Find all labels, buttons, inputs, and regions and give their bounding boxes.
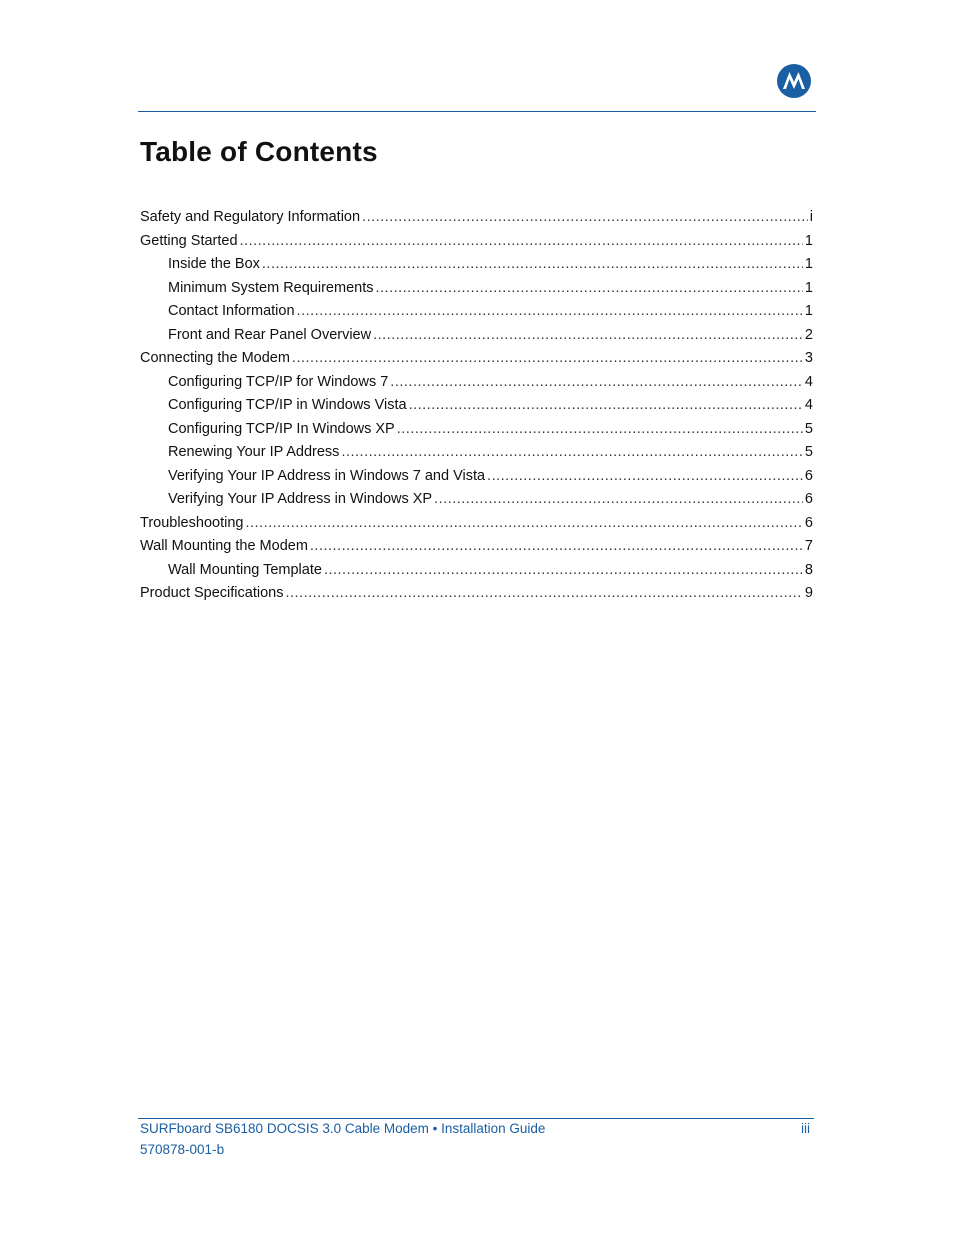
toc-entry-page: 1: [804, 232, 813, 249]
toc-entry-page: 3: [804, 350, 813, 366]
toc-entry-label: Contact Information: [168, 303, 295, 319]
toc-dot-leader: [245, 512, 802, 536]
toc-dot-leader: [297, 300, 803, 324]
footer-document-title: SURFboard SB6180 DOCSIS 3.0 Cable Modem • Installation Guide: [140, 1121, 546, 1136]
toc-dot-leader: [362, 206, 808, 230]
toc-entry-page: 8: [804, 561, 813, 578]
footer-rule: [138, 1118, 814, 1119]
toc-entry-page: 1: [804, 279, 813, 296]
toc-dot-leader: [373, 324, 803, 348]
toc-entry-label: Inside the Box: [168, 256, 260, 272]
toc-entry-label: Configuring TCP/IP in Windows Vista: [168, 397, 407, 413]
toc-entry[interactable]: [140, 371, 813, 395]
toc-entry[interactable]: [140, 253, 813, 277]
toc-entry-page: 1: [804, 303, 813, 319]
toc-dot-leader: [240, 230, 803, 254]
toc-entry-page: 6: [804, 467, 813, 484]
toc-entry-page: 4: [804, 373, 813, 390]
toc-entry-label: Product Specifications: [140, 585, 284, 601]
toc-entry-label: Renewing Your IP Address: [168, 444, 340, 460]
toc-entry-label: Minimum System Requirements: [168, 279, 374, 296]
motorola-logo-icon: [777, 64, 811, 98]
toc-dot-leader: [324, 559, 803, 583]
toc-entry[interactable]: [140, 394, 813, 418]
toc-entry-label: Troubleshooting: [140, 514, 244, 531]
toc-entry-label: Safety and Regulatory Information: [140, 209, 361, 225]
page-title: Table of Contents: [140, 136, 378, 167]
toc-entry-label: Configuring TCP/IP for Windows 7: [168, 373, 389, 390]
toc-entry-label: Wall Mounting Template: [168, 561, 322, 578]
toc-entry-label: Configuring TCP/IP In Windows XP: [168, 420, 395, 437]
toc-entry[interactable]: [140, 465, 813, 489]
toc-entry[interactable]: [140, 230, 813, 254]
toc-entry[interactable]: [140, 300, 813, 324]
toc-dot-leader: [262, 253, 803, 277]
toc-entry[interactable]: [140, 559, 813, 583]
toc-entry-label: Wall Mounting the Modem: [140, 538, 308, 554]
footer-page-number: iii: [801, 1121, 810, 1136]
toc-entry[interactable]: [140, 512, 813, 536]
toc-entry-page: 7: [804, 538, 813, 554]
toc-entry-page: 5: [804, 420, 813, 437]
toc-entry-label: Verifying Your IP Address in Windows 7 and Vista: [168, 467, 486, 484]
toc-entry-page: 9: [804, 585, 813, 601]
toc-dot-leader: [341, 441, 802, 465]
toc-entry[interactable]: [140, 418, 813, 442]
footer-part-number: 570878-001-b: [140, 1142, 225, 1157]
toc-entry-page: i: [809, 209, 813, 225]
toc-entry-page: 6: [804, 491, 813, 507]
toc-entry[interactable]: [140, 488, 813, 512]
toc-entry-label: Getting Started: [140, 232, 238, 249]
toc-entry[interactable]: [140, 441, 813, 465]
toc-entry[interactable]: [140, 277, 813, 301]
toc-entry-label: Front and Rear Panel Overview: [168, 326, 372, 343]
toc-entry[interactable]: [140, 324, 813, 348]
toc-entry[interactable]: [140, 582, 813, 606]
toc-dot-leader: [310, 535, 803, 559]
toc-dot-leader: [375, 277, 802, 301]
toc-entry[interactable]: [140, 535, 813, 559]
toc-dot-leader: [434, 488, 803, 512]
toc-dot-leader: [397, 418, 803, 442]
toc-entry-page: 1: [804, 256, 813, 272]
toc-entry-page: 2: [804, 326, 813, 343]
toc-entry-page: 5: [804, 444, 813, 460]
header-rule: [138, 111, 816, 112]
toc-dot-leader: [285, 582, 802, 606]
toc-dot-leader: [292, 347, 803, 371]
toc-entry-page: 6: [804, 514, 813, 531]
toc-dot-leader: [390, 371, 803, 395]
toc-entry-label: Verifying Your IP Address in Windows XP: [168, 491, 433, 507]
toc-dot-leader: [409, 394, 803, 418]
toc-dot-leader: [487, 465, 803, 489]
toc-entry[interactable]: [140, 206, 813, 230]
toc-entry-page: 4: [804, 397, 813, 413]
toc-entry[interactable]: [140, 347, 813, 371]
table-of-contents: [140, 206, 813, 606]
toc-entry-label: Connecting the Modem: [140, 350, 290, 366]
